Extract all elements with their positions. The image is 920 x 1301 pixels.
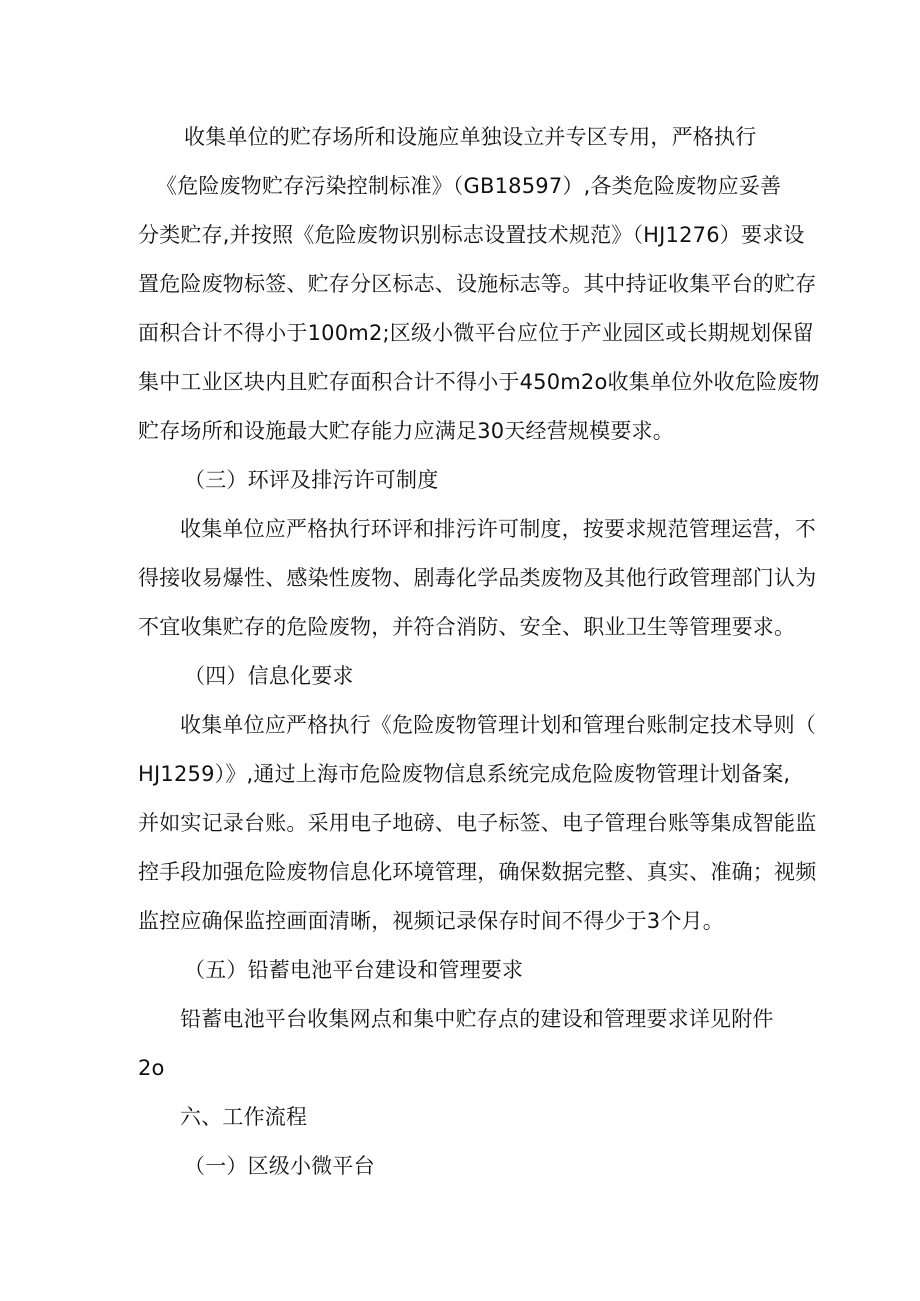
info-paragraph-line-3: 并如实记录台账。采用电子地磅、电子标签、电子管理台账等集成智能监: [138, 811, 817, 835]
env-paragraph-line-1: 收集单位应严格执行环评和排污许可制度，按要求规范管理运营，不: [180, 517, 816, 541]
storage-paragraph-line-7: 贮存场所和设施最大贮存能力应满足30天经营规模要求。: [138, 419, 674, 443]
storage-paragraph-line-2: 《危险废物贮存污染控制标准》（GB18597）,各类危险废物应妥善: [156, 174, 782, 198]
info-paragraph-line-2: HJ1259）》,通过上海市危险废物信息系统完成危险废物管理计划备案,: [138, 762, 791, 786]
env-paragraph-line-3: 不宜收集贮存的危险废物，并符合消防、安全、职业卫生等管理要求。: [138, 615, 796, 639]
battery-paragraph-line-2: 2o: [138, 1056, 165, 1080]
info-paragraph-line-4: 控手段加强危险废物信息化环境管理，确保数据完整、真实、准确；视频: [138, 860, 817, 884]
storage-paragraph-line-6: 集中工业区块内且贮存面积合计不得小于450m2o收集单位外收危险废物: [138, 370, 820, 394]
heading-6-1: （一）区级小微平台: [184, 1154, 375, 1178]
heading-5: （五）铅蓄电池平台建设和管理要求: [184, 958, 524, 982]
storage-paragraph-line-4: 置危险废物标签、贮存分区标志、设施标志等。其中持证收集平台的贮存: [138, 272, 817, 296]
info-paragraph-line-5: 监控应确保监控画面清晰，视频记录保存时间不得少于3个月。: [138, 909, 724, 933]
battery-paragraph-line-1: 铅蓄电池平台收集网点和集中贮存点的建设和管理要求详见附件: [180, 1007, 774, 1031]
storage-paragraph-line-3: 分类贮存,并按照《危险废物识别标志设置技术规范》（HJ1276）要求设: [138, 223, 805, 247]
storage-paragraph-line-5: 面积合计不得小于100m2;区级小微平台应位于产业园区或长期规划保留: [138, 321, 814, 345]
info-paragraph-line-1: 收集单位应严格执行《危险废物管理计划和管理台账制定技术导则（: [180, 713, 816, 737]
heading-3: （三）环评及排污许可制度: [184, 468, 439, 492]
storage-paragraph-line-1: 收集单位的贮存场所和设施应单独设立并专区专用，严格执行: [184, 125, 757, 149]
env-paragraph-line-2: 得接收易爆性、感染性废物、剧毒化学品类废物及其他行政管理部门认为: [138, 566, 817, 590]
heading-4: （四）信息化要求: [184, 664, 354, 688]
section-6-title: 六、工作流程: [180, 1105, 308, 1129]
